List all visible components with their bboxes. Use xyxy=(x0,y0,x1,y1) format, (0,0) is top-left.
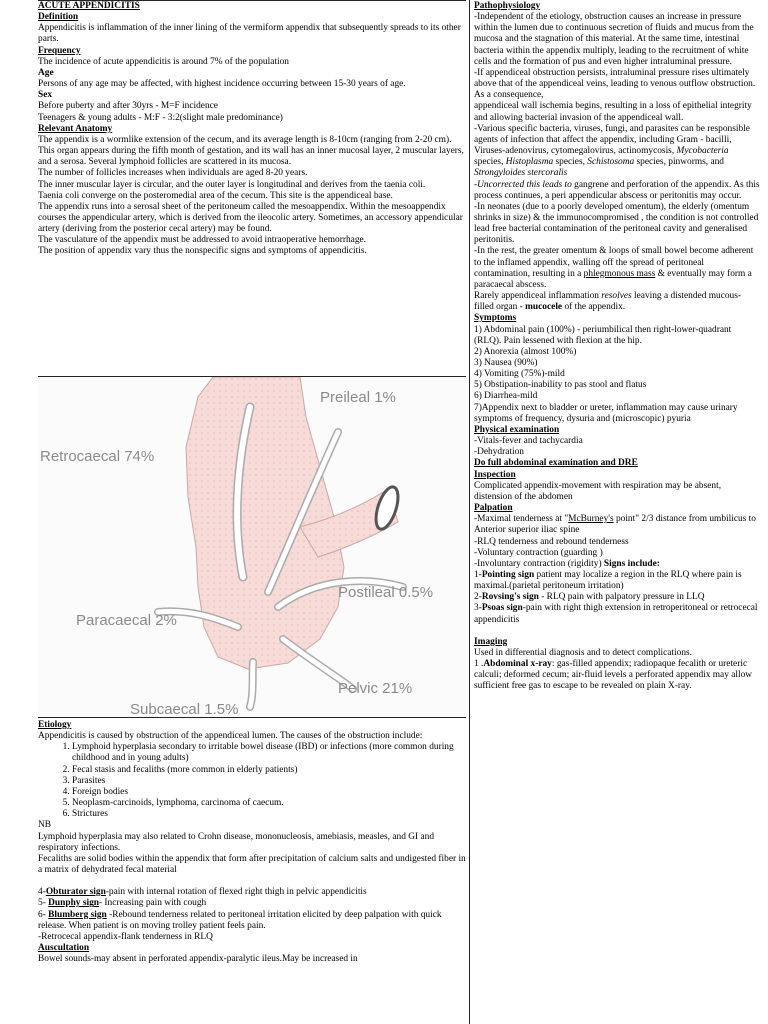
auscultation-heading: Auscultation xyxy=(38,942,90,953)
patho-paragraph-7: -In the rest, the greater omentum & loops of small bowel become adherent to the inflamed appendix, walling off the spread of peritoneal contamination, resulting in a phlegmonous mass & eventually may form a paracaecal abscess. xyxy=(474,246,754,290)
anatomy-paragraph: The inner muscular layer is circular, and the outer layer is longitudinal and derives from the taenia coli. xyxy=(38,179,426,190)
patho-paragraph-6: -In neonates (due to a poorly developed omentum), the elderly (omentum shrinks in size) & the immunocompromised , the condition is not controlled lead free bacterial contamination of the peritoneal cavity and generalised peritonitis. xyxy=(474,201,759,246)
symptom-item: 7)Appendix next to bladder or ureter, inflammation may cause urinary symptoms of frequency, dysuria and (microscopic) pyuria xyxy=(474,402,738,424)
sex-heading: Sex xyxy=(38,90,53,101)
list-item: 5. Neoplasm-carcinoids, lymphoma, carcinoma of caecum. xyxy=(72,798,466,809)
exam-vitals: -Vitals-fever and tachycardia xyxy=(474,436,583,447)
etiology-heading: Etiology xyxy=(38,720,72,730)
symptom-item: 6) Diarrhea-mild xyxy=(474,391,538,402)
definition-text: Appendicitis is inflammation of the inner lining of the vermiform appendix that subsequently spreads to its other parts. xyxy=(38,23,461,45)
rovsing-sign: 2-Rovsing's sign - RLQ pain with palpatory pressure in LLQ xyxy=(474,592,705,603)
sex-text-2: Teenagers & young adults - M:F - 3:2(slight male predominance) xyxy=(38,112,283,123)
list-item: 3. Parasites xyxy=(72,776,466,787)
etiology-text: Appendicitis is caused by obstruction of the appendiceal lumen. The causes of the obstruction include: xyxy=(38,731,423,742)
patho-paragraph-1: -Independent of the etiology, obstruction causes an increase in pressure within the lumen due to continuous secretion of fluids and mucus from the mucosa and the stagnation of this material. At the same time, intestinal bacteria within the appendix multiply, leading to the recruitment of white cells and the formation of pus and even higher intraluminal pressure. xyxy=(474,12,754,67)
list-item: 2. Fecal stasis and fecaliths (more common in elderly patients) xyxy=(72,765,466,776)
frequency-heading: Frequency xyxy=(38,45,81,56)
symptoms-heading: Symptoms xyxy=(474,313,517,324)
symptom-item: 4) Vomiting (75%)-mild xyxy=(474,369,565,380)
label-postileal: Postileal 0.5% xyxy=(338,584,434,601)
exam-dehydration: -Dehydration xyxy=(474,447,524,458)
palpation-voluntary: -Voluntary contraction (guarding ) xyxy=(474,547,603,558)
anatomy-paragraph: The number of follicles increases when individuals are aged 8-20 years. xyxy=(38,168,308,179)
anatomy-paragraph: The appendix is a wormlike extension of the cecum, and its average length is 8-10cm (ranging from 2-20 cm). xyxy=(38,134,452,145)
appendix-diagram xyxy=(38,377,466,717)
patho-paragraph-2: -If appendiceal obstruction persists, intraluminal pressure rises ultimately above that of the appendiceal veins, leading to venous outflow obstruction. As a consequence, xyxy=(474,67,756,101)
age-heading: Age xyxy=(38,67,54,78)
patho-paragraph-4: -Various specific bacteria, viruses, fungi, and parasites can be responsible agents of infection that affect the appendix, including Gram - bacilli, Viruses-adenovirus, cytomegalovirus, actinomycosis, Mycobacteria species, Histoplasma species, Schistosoma species, pinworms, and Strongyloides stercoralis xyxy=(474,123,750,179)
palpation-involuntary: -Involuntary contraction (rigidity) Signs include: xyxy=(474,558,660,569)
right-column xyxy=(474,1,760,1024)
patho-paragraph-8: Rarely appendiceal inflammation resolves leaving a distended mucous-filled organ - mucocele of the appendix. xyxy=(474,291,742,313)
imaging-heading: Imaging xyxy=(474,636,508,647)
pathophysiology-heading: Pathophysiology xyxy=(474,1,541,11)
definition-heading: Definition xyxy=(38,12,79,23)
column-divider xyxy=(469,0,470,1024)
left-column-top xyxy=(38,1,466,258)
dunphy-sign: 5- Dunphy sign- Increasing pain with cough xyxy=(38,898,207,909)
palpation-rlq: -RLQ tenderness and rebound tenderness xyxy=(474,536,629,547)
doc-title: ACUTE APPENDICITIS xyxy=(38,1,140,11)
patho-paragraph-3: appendiceal wall ischemia begins, resulting in a loss of epithelial integrity and allowing bacterial invasion of the appendiceal wall. xyxy=(474,101,752,123)
auscultation-text: Bowel sounds-may absent in perforated appendix-paralytic ileus.May be increased in xyxy=(38,954,358,965)
palpation-heading: Palpation xyxy=(474,503,513,514)
blumberg-sign: 6- Blumberg sign -Rebound tenderness related to peritoneal irritation elicited by deep palpation with quick release. When patient is on moving trolley patient feels pain. xyxy=(38,909,442,931)
causes-list xyxy=(38,742,466,820)
palpation-mcburney: -Maximal tenderness at "McBurney's point" 2/3 distance from umbilicus to Anterior superior iliac spine xyxy=(474,514,756,536)
symptom-item: 3) Nausea (90%) xyxy=(474,358,538,368)
symptom-item: 1) Abdominal pain (100%) - periumbilical then right-lower-quadrant (RLQ). Pain lessened with flexion at the hip. xyxy=(474,324,732,346)
symptom-item: 2) Anorexia (almost 100%) xyxy=(474,346,577,357)
anatomy-paragraph: This organ appears during the fifth month of gestation, and its wall has an inner mucosal layer, 2 muscular layers, and a serosa. Several lymphoid follicles are scattered in its mucosa. xyxy=(38,146,464,168)
anatomy-paragraph: The position of appendix vary thus the nonspecific signs and symptoms of appendicitis. xyxy=(38,246,367,257)
imaging-text: Used in differential diagnosis and to detect complications. xyxy=(474,647,693,658)
label-retrocaecal: Retrocaecal 74% xyxy=(40,448,155,465)
frequency-text: The incidence of acute appendicitis is around 7% of the population xyxy=(38,56,289,67)
anatomy-heading: Relevant Anatomy xyxy=(38,123,113,134)
psoas-sign: 3-Psoas sign-pain with right thigh extension in retroperitoneal or retrocecal appendicitis xyxy=(474,603,758,625)
retrocecal-note: -Retrocecal appendix-flank tenderness in RLQ xyxy=(38,931,213,942)
obturator-sign: 4-Obturator sign-pain with internal rotation of flexed right thigh in pelvic appendicitis xyxy=(38,887,367,898)
nb-text-1: Lymphoid hyperplasia may also related to Crohn disease, mononucleosis, amebiasis, measles, and GI and respiratory infections. xyxy=(38,831,435,853)
list-item: 1. Lymphoid hyperplasia secondary to irritable bowel disease (IBD) or infections (more common during childhood and in young adults) xyxy=(72,742,466,764)
label-preileal: Preileal 1% xyxy=(320,389,396,406)
inspection-text: Complicated appendix-movement with respiration may be absent, distension of the abdomen xyxy=(474,480,722,502)
list-item: 6. Strictures xyxy=(72,809,466,820)
list-item: 4. Foreign bodies xyxy=(72,787,466,798)
anatomy-paragraph: The appendix runs into a serosal sheet of the peritoneum called the mesoappendix. Within the mesoappendix courses the appendicular artery, which is derived from the ileocolic artery. Sometimes, an accessory appendicular artery (deriving from the posterior cecal artery) may be found. xyxy=(38,201,463,235)
abdominal-xray: 1 .Abdominal x-ray: gas-filled appendix; radiopaque fecalith or ureteric calculi; deformed cecum; air-fluid levels a perforated appendix may allow sufficient free gas to escape to be revealed on plain X-ray. xyxy=(474,659,753,692)
label-pelvic: Pelvic 21% xyxy=(338,680,413,697)
left-column-bottom xyxy=(38,720,466,965)
pointing-sign: 1-Pointing sign patient may localize a region in the RLQ where pain is maximal.(parietal peritoneum irritation) xyxy=(474,569,742,592)
appendix-positions-figure xyxy=(38,377,466,717)
exam-full-heading: Do full abdominal examination and DRE xyxy=(474,458,638,469)
nb-label: NB xyxy=(38,820,52,831)
age-text: Persons of any age may be affected, with highest incidence occurring between 15-30 years of age. xyxy=(38,79,406,90)
nb-text-2: Fecaliths are solid bodies within the appendix that form after precipitation of calcium salts and undigested fiber in a matrix of dehydrated fecal material xyxy=(38,853,466,876)
anatomy-paragraph: Taenia coli converge on the posteromedial area of the cecum. This site is the appendiceal base. xyxy=(38,190,393,201)
anatomy-paragraph: The vasculature of the appendix must be addressed to avoid intraoperative hemorrhage. xyxy=(38,235,367,246)
label-subcaecal: Subcaecal 1.5% xyxy=(130,701,239,717)
patho-paragraph-5: -Uncorrected this leads to gangrene and perforation of the appendix. As this process continues, a peri appendicular abscess or peritonitis may occur. xyxy=(474,179,760,201)
label-paracaecal: Paracaecal 2% xyxy=(76,612,177,629)
inspection-heading: Inspection xyxy=(474,469,516,480)
sex-text-1: Before puberty and after 30yrs - M=F incidence xyxy=(38,101,218,112)
document-page xyxy=(30,0,760,1024)
figure-bottom-border xyxy=(38,717,466,718)
symptom-item: 5) Obstipation-inability to pas stool and flatus xyxy=(474,380,647,391)
exam-heading: Physical examination xyxy=(474,424,560,435)
